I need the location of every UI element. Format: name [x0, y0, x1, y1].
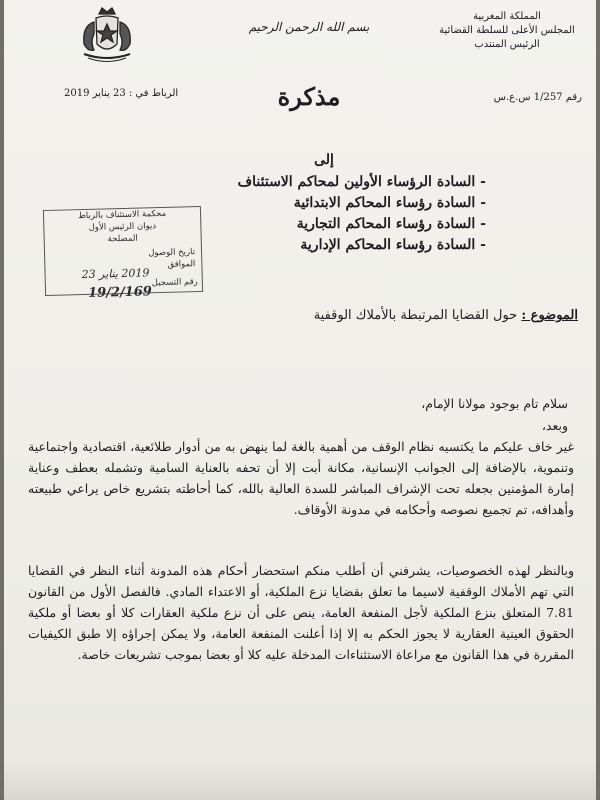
- stamp-line: ديوان الرئيس الأول: [88, 221, 157, 233]
- royal-emblem-icon: [72, 4, 142, 66]
- stamp-date-label: تاريخ الوصول: [148, 247, 196, 259]
- subject-label: الموضوع :: [521, 308, 578, 323]
- issuer-line: الرئيس المنتدب: [474, 39, 540, 50]
- document-page: [4, 0, 596, 800]
- list-item: - السادة رؤساء المحاكم الإدارية: [300, 237, 486, 253]
- recipients-list: [176, 172, 486, 256]
- stamp-date-value: 2019 يناير 23: [81, 266, 150, 282]
- basmala: بسم الله الرحمن الرحيم: [248, 20, 370, 34]
- subject-line: [38, 306, 578, 326]
- stamp-line: محكمة الاستئناف بالرباط: [77, 208, 167, 222]
- issuer-line: المملكة المغربية: [473, 11, 541, 22]
- issuer-header: [432, 10, 582, 52]
- stamp-register-value: 19/2/169: [87, 284, 153, 301]
- issuer-line: المجلس الأعلى للسلطة القضائية: [439, 25, 575, 36]
- stamp-register-label: رقم التسجيل: [151, 277, 198, 289]
- stamp-line: المصلحة: [107, 233, 138, 245]
- list-item: - السادة الرؤساء الأولين لمحاكم الاستئناف: [237, 174, 486, 190]
- subject-text: حول القضايا المرتبطة بالأملاك الوقفية: [313, 308, 518, 323]
- greeting: سلام تام بوجود مولانا الإمام،: [421, 396, 568, 411]
- list-item: - السادة رؤساء المحاكم الابتدائية: [293, 195, 486, 211]
- reception-stamp: [43, 206, 203, 301]
- date-line: الرباط في : 23 يناير 2019: [64, 88, 179, 99]
- body-paragraph: وبالنظر لهذه الخصوصيات، يشرفني أن أطلب منكم استحضار أحكام هذه المدونة أثناء النظر في القضايا التي تهم الأملاك الوقفية لاسيما ما تعلق بقضايا نزع الملكية، أو الاعتداء المادي. فالفصل الأول من القانون 7.81 المتعلق بنزع الملكية لأجل المنفعة العامة، ينص على أن نزع ملكية العقارات كلا أو بعضا أو ملكية الحقوق العينية العقارية لا يجوز الحكم به إلا إذا أعلنت المنفعة العامة، ولا يمكن إجراؤه إلا طبق الكيفيات المقررة في هذا القانون مع مراعاة الاستثناءات المدخلة عليه كلا أو بعضا بموجب تشريعات خاصة.: [28, 563, 574, 662]
- page-shadow: [4, 760, 596, 800]
- page-title: مذكرة: [277, 82, 341, 111]
- list-item: - السادة رؤساء المحاكم التجارية: [296, 216, 486, 232]
- recipients-label: إلى: [314, 152, 334, 168]
- stamp-matching-label: الموافق: [167, 259, 196, 270]
- body-paragraph: غير خاف عليكم ما يكتسيه نظام الوقف من أهمية بالغة لما ينهض به من أدوار طلائعية، اقتصادية واجتماعية وتنموية، بالإضافة إلى الجوانب الإنسانية، مكانة أبت إلا أن تحفه بالعناية السامية وتشمله بعطف وعناية إمارة المؤمنين بجعله تحت الإشراف المباشر للسدة العالية بالله، كما أحاطته بتشريع خاص يراعي طبيعته وأهدافه، تم تجميع نصوصه وأحكامه في مدونة الأوقاف.: [28, 439, 574, 517]
- salutation-after: وبعد،: [541, 418, 568, 433]
- reference-number: رقم 1/257 س.ع.س: [493, 92, 582, 103]
